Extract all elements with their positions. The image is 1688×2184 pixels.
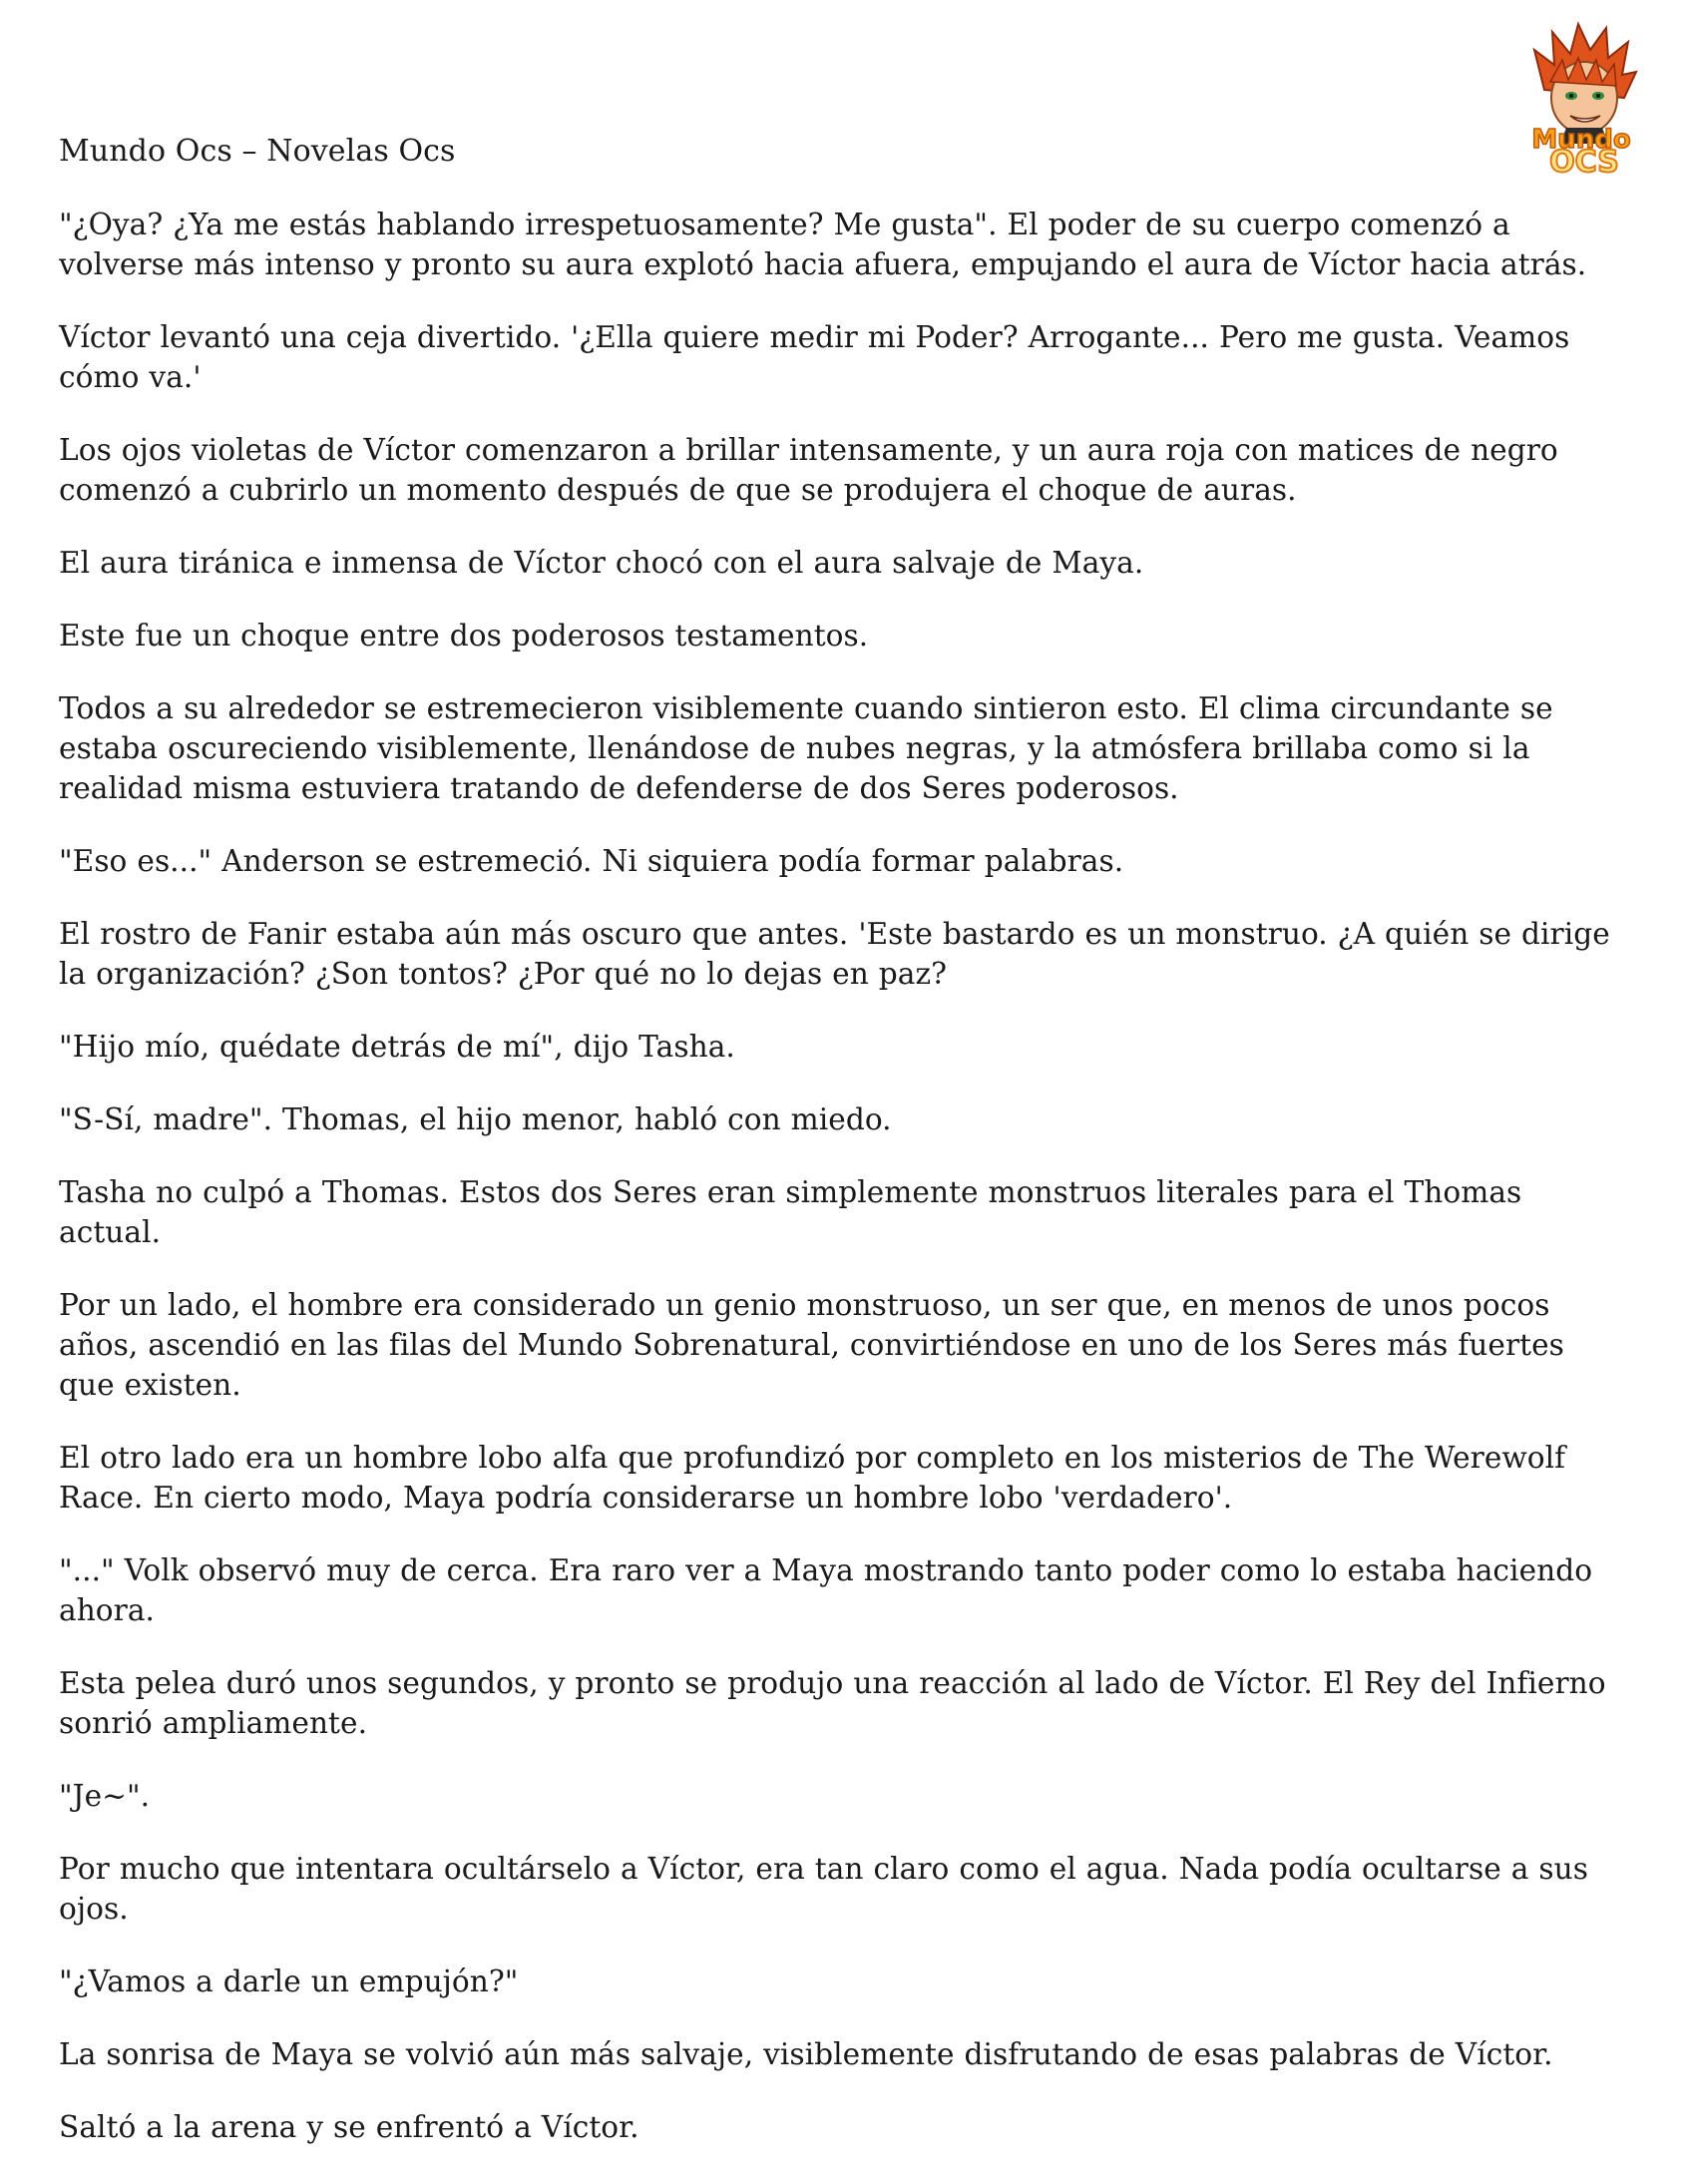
paragraph: El otro lado era un hombre lobo alfa que profundizó por completo en los misterios de The Werewolf Race. En cierto modo, Maya podría considerarse un hombre lobo 'verdadero'. — [59, 1441, 1566, 1515]
paragraph: "Je~". — [59, 1779, 151, 1813]
mundo-ocs-logo — [1504, 20, 1659, 180]
paragraph: Este fue un choque entre dos poderosos testamentos. — [59, 619, 869, 653]
paragraph: Tasha no culpó a Thomas. Estos dos Seres eran simplemente monstruos literales para el Thomas actual. — [59, 1175, 1522, 1249]
paragraph: Esta pelea duró unos segundos, y pronto se produjo una reacción al lado de Víctor. El Rey del Infierno sonrió ampliamente. — [59, 1666, 1606, 1740]
paragraph: "Eso es..." Anderson se estremeció. Ni siquiera podía formar palabras. — [59, 844, 1124, 878]
paragraph: El rostro de Fanir estaba aún más oscuro que antes. 'Este bastardo es un monstruo. ¿A quién se dirige la organización? ¿Son tontos? ¿Por qué no lo dejas en paz? — [59, 917, 1610, 991]
paragraph: El aura tiránica e inmensa de Víctor chocó con el aura salvaje de Maya. — [59, 546, 1144, 580]
paragraph: La sonrisa de Maya se volvió aún más salvaje, visiblemente disfrutando de esas palabras de Víctor. — [59, 2037, 1553, 2071]
paragraph: Saltó a la arena y se enfrentó a Víctor. — [59, 2110, 639, 2144]
paragraph: "Hijo mío, quédate detrás de mí", dijo Tasha. — [59, 1030, 735, 1064]
paragraph: Víctor levantó una ceja divertido. '¿Ella quiere medir mi Poder? Arrogante... Pero me gusta. Veamos cómo va.' — [59, 320, 1570, 394]
logo-text-bottom: OCS — [1549, 145, 1619, 180]
paragraph: Por mucho que intentara ocultárselo a Víctor, era tan claro como el agua. Nada podía ocultarse a sus ojos. — [59, 1852, 1588, 1926]
paragraph: Por un lado, el hombre era considerado un genio monstruoso, un ser que, en menos de unos pocos años, ascendió en las filas del Mundo Sobrenatural, convirtiéndose en uno de los Seres más fuertes que existen. — [59, 1288, 1564, 1402]
paragraph: Los ojos violetas de Víctor comenzaron a brillar intensamente, y un aura roja con matices de negro comenzó a cubrirlo un momento después de que se produjera el choque de auras. — [59, 433, 1558, 507]
paragraph: "..." Volk observó muy de cerca. Era raro ver a Maya mostrando tanto poder como lo estaba haciendo ahora. — [59, 1553, 1593, 1627]
paragraph: "S-Sí, madre". Thomas, el hijo menor, habló con miedo. — [59, 1102, 892, 1136]
paragraph: "¿Vamos a darle un empujón?" — [59, 1965, 519, 1998]
document-header: Mundo Ocs – Novelas Ocs — [59, 134, 456, 169]
paragraph: "¿Oya? ¿Ya me estás hablando irrespetuosamente? Me gusta". El poder de su cuerpo comenzó a volverse más intenso y pronto su aura explotó hacia afuera, empujando el aura de Víctor hacia atrás. — [59, 208, 1587, 281]
logo-text-top: Mundo — [1531, 125, 1631, 155]
paragraph: Todos a su alrededor se estremecieron visiblemente cuando sintieron esto. El clima circundante se estaba oscureciendo visiblemente, llenándose de nubes negras, y la atmósfera brillaba como si la realidad misma estuviera tratando de defenderse de dos Seres poderosos. — [59, 691, 1553, 805]
document-body — [59, 205, 1625, 2180]
